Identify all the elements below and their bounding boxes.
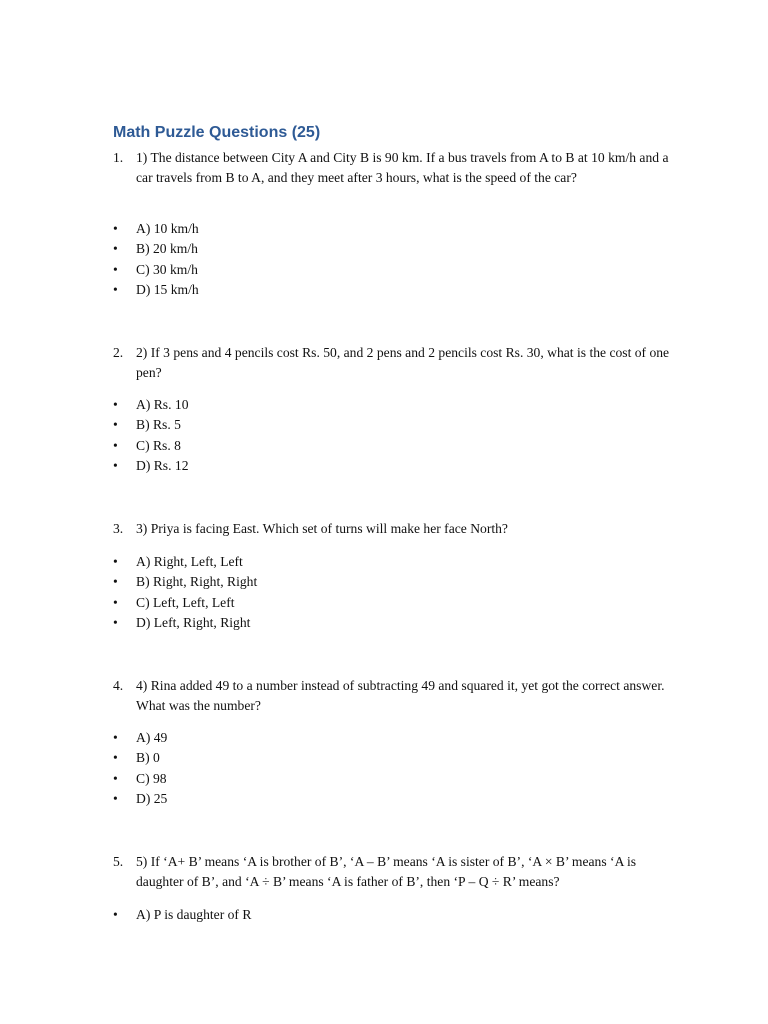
question-number: 2.	[113, 345, 124, 360]
option-label: D) Left, Right, Right	[136, 614, 251, 630]
bullet-icon: •	[113, 241, 118, 257]
list-item	[113, 905, 251, 925]
list-item	[113, 239, 199, 259]
option-label: A) Right, Left, Left	[136, 554, 243, 569]
question-text: 5) If ‘A+ B’ means ‘A is brother of B’, ‘A – B’ means ‘A is sister of B’, ‘A × B’ means ‘A is daughter of B’, and ‘A ÷ B’ means ‘A is father of B’, then ‘P – Q ÷ R’ means?	[136, 854, 637, 889]
option-label: C) 98	[136, 770, 167, 786]
bullet-icon: •	[113, 457, 118, 473]
options-list-5	[113, 905, 251, 925]
list-item	[113, 613, 257, 633]
option-label: B) Right, Right, Right	[136, 574, 258, 590]
list-item	[113, 748, 167, 768]
bullet-icon: •	[113, 437, 118, 453]
list-item	[113, 280, 199, 300]
option-label: D) 15 km/h	[136, 281, 199, 297]
option-label: B) 0	[136, 750, 160, 766]
question-number: 5.	[113, 854, 124, 869]
list-item	[113, 789, 167, 809]
option-label: D) Rs. 12	[136, 457, 189, 473]
page-title: Math Puzzle Questions (25)	[113, 124, 321, 141]
bullet-icon: •	[113, 790, 118, 806]
bullet-icon: •	[113, 397, 118, 412]
list-item	[113, 552, 257, 572]
option-label: C) Left, Left, Left	[136, 594, 235, 610]
option-label: A) P is daughter of R	[136, 907, 252, 922]
bullet-icon: •	[113, 907, 118, 922]
option-label: A) Rs. 10	[136, 397, 189, 412]
options-list-2	[113, 395, 189, 476]
bullet-icon: •	[113, 261, 118, 277]
question-4	[113, 676, 673, 716]
option-label: C) 30 km/h	[136, 261, 198, 277]
options-list-1	[113, 219, 199, 300]
bullet-icon: •	[113, 770, 118, 786]
options-list-4	[113, 728, 167, 809]
bullet-icon: •	[113, 594, 118, 610]
option-label: C) Rs. 8	[136, 437, 181, 453]
option-label: B) Rs. 5	[136, 417, 181, 433]
bullet-icon: •	[113, 221, 118, 236]
list-item	[113, 415, 189, 435]
question-number: 3.	[113, 521, 124, 536]
bullet-icon: •	[113, 554, 118, 569]
list-item	[113, 769, 167, 789]
question-number: 4.	[113, 678, 124, 693]
question-5	[113, 852, 673, 892]
list-item	[113, 219, 199, 239]
question-text: 2) If 3 pens and 4 pencils cost Rs. 50, and 2 pens and 2 pencils cost Rs. 30, what is the cost of one pen?	[136, 345, 670, 380]
option-label: A) 49	[136, 730, 168, 745]
list-item	[113, 572, 257, 592]
bullet-icon: •	[113, 417, 118, 433]
question-2	[113, 343, 673, 383]
question-1	[113, 148, 673, 188]
bullet-icon: •	[113, 614, 118, 630]
question-3	[113, 519, 673, 539]
bullet-icon: •	[113, 574, 118, 590]
list-item	[113, 456, 189, 476]
bullet-icon: •	[113, 750, 118, 766]
list-item	[113, 593, 257, 613]
option-label: D) 25	[136, 790, 168, 806]
question-text: 4) Rina added 49 to a number instead of subtracting 49 and squared it, yet got the correct answer. What was the number?	[136, 678, 665, 713]
option-label: A) 10 km/h	[136, 221, 199, 236]
list-item	[113, 728, 167, 748]
bullet-icon: •	[113, 730, 118, 745]
list-item	[113, 260, 199, 280]
list-item	[113, 395, 189, 415]
question-text: 1) The distance between City A and City B is 90 km. If a bus travels from A to B at 10 km/h and a car travels from B to A, and they meet after 3 hours, what is the speed of the car?	[136, 150, 669, 185]
list-item	[113, 436, 189, 456]
question-text: 3) Priya is facing East. Which set of turns will make her face North?	[136, 521, 508, 536]
options-list-3	[113, 552, 257, 633]
question-number: 1.	[113, 150, 124, 165]
bullet-icon: •	[113, 281, 118, 297]
option-label: B) 20 km/h	[136, 241, 198, 257]
